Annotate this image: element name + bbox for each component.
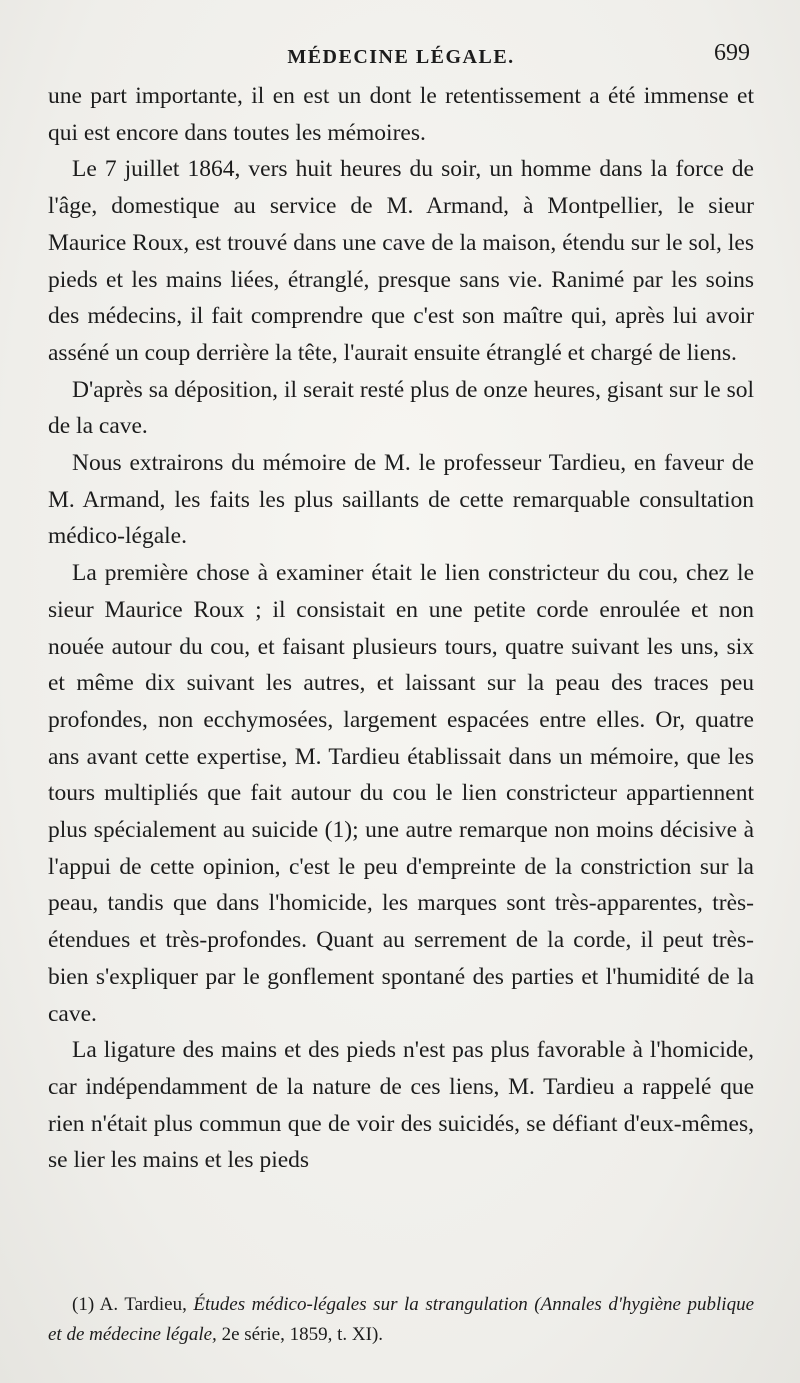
footnotes <box>48 1290 754 1350</box>
body-text <box>48 78 754 1179</box>
footnote-author: A. Tardieu, <box>99 1294 187 1315</box>
page-header <box>48 38 754 78</box>
footnote-title: Études médico-légales sur la strangulation (Annales d'hygiène publique et de médecine légale, <box>48 1294 755 1345</box>
page-number: 699 <box>714 40 750 66</box>
running-head: MÉDECINE LÉGALE. <box>287 46 515 68</box>
footnote-1 <box>48 1290 754 1350</box>
paragraph-4: Nous extrairons du mémoire de M. le professeur Tardieu, en faveur de M. Armand, les faits les plus saillants de cette remarquable consultation médico-légale. <box>48 450 754 550</box>
paragraph-1: une part importante, il en est un dont le retentissement a été immense et qui est encore dans toutes les mémoires. <box>48 83 754 146</box>
paragraph-6: La ligature des mains et des pieds n'est pas plus favorable à l'homicide, car indépendamment de la nature de ces liens, M. Tardieu a rappelé que rien n'était plus commun que de voir des suicidés, se défiant d'eux-mêmes, se lier les mains et les pieds <box>48 1037 754 1174</box>
paragraph-5: La première chose à examiner était le lien constricteur du cou, chez le sieur Maurice Roux ; il consistait en une petite corde enroulée et non nouée autour du cou, et faisant plusieurs tours, quatre suivant les uns, six et même dix suivant les autres, et laissant sur la peau des traces peu profondes, non ecchymosées, largement espacées entre elles. Or, quatre ans avant cette expertise, M. Tardieu établissait dans un mémoire, que les tours multipliés que fait autour du cou le lien constricteur appartiennent plus spécialement au suicide (1); une autre remarque non moins décisive à l'appui de cette opinion, c'est le peu d'empreinte de la constriction sur la peau, tandis que dans l'homicide, les marques sont très-apparentes, très-étendues et très-profondes. Quant au serrement de la corde, il peut très-bien s'expliquer par le gonflement spontané des parties et l'humidité de la cave. <box>48 560 754 1027</box>
footnote-marker: (1) <box>72 1294 95 1315</box>
paragraph-2: Le 7 juillet 1864, vers huit heures du soir, un homme dans la force de l'âge, domestique au service de M. Armand, à Montpellier, le sieur Maurice Roux, est trouvé dans une cave de la maison, étendu sur le sol, les pieds et les mains liées, étranglé, presque sans vie. Ranimé par les soins des médecins, il fait comprendre que c'est son maître qui, après lui avoir asséné un coup derrière la tête, l'aurait ensuite étranglé et chargé de liens. <box>48 156 754 366</box>
footnote-edition: 2e série, 1859, t. XI). <box>221 1324 384 1345</box>
paragraph-3: D'après sa déposition, il serait resté plus de onze heures, gisant sur le sol de la cave. <box>48 376 754 440</box>
